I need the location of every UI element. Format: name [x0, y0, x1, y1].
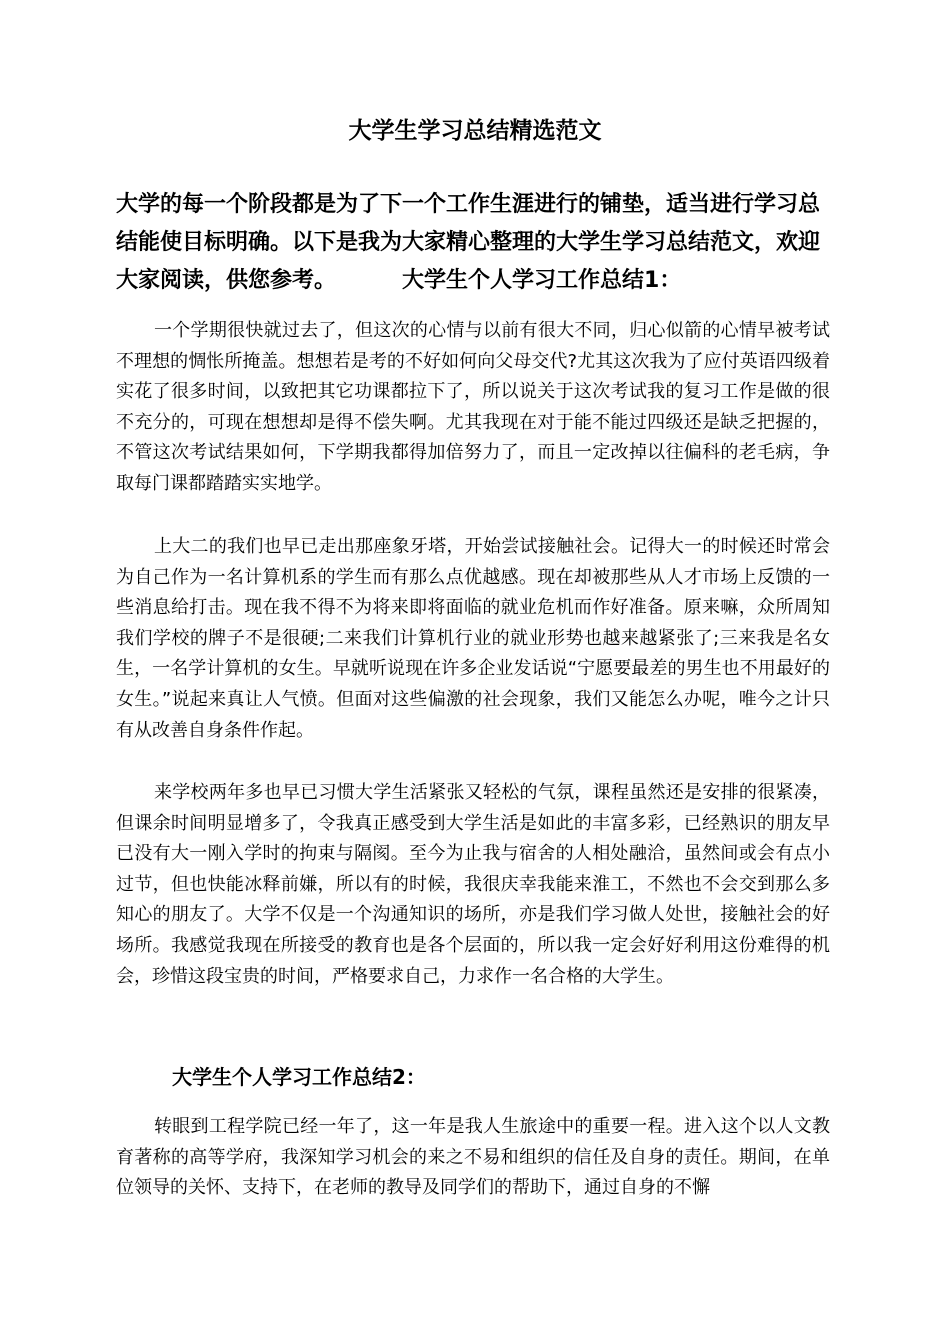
- intro-paragraph: [116, 186, 838, 300]
- intro-text: 大学的每一个阶段都是为了下一个工作生涯进行的铺垫，适当进行学习总结能使目标明确。以下是我为大家精心整理的大学生学习总结范文，欢迎大家阅读，供您参考。: [116, 192, 821, 293]
- body-paragraph-2: 上大二的我们也早已走出那座象牙塔，开始尝试接触社会。记得大一的时候还时常会为自己作为一名计算机系的学生而有那么点优越感。现在却被那些从人才市场上反馈的一些消息给打击。现在我不得不为将来即将面临的就业危机而作好准备。原来嘛，众所周知我们学校的牌子不是很硬;二来我们计算机行业的就业形势也越来越紧张了;三来我是名女生，一名学计算机的女生。早就听说现在许多企业发话说“宁愿要最差的男生也不用最好的女生。”说起来真让人气愤。但面对这些偏激的社会现象，我们又能怎么办呢，唯今之计只有从改善自身条件作起。: [116, 536, 830, 741]
- document-title: 大学生学习总结精选范文: [348, 118, 602, 144]
- section1-heading: 大学生个人学习工作总结1：: [402, 268, 682, 293]
- section2-heading: 大学生个人学习工作总结2：: [172, 1065, 426, 1089]
- body-paragraph-3: 来学校两年多也早已习惯大学生活紧张又轻松的气氛，课程虽然还是安排的很紧凑，但课余时间明显增多了，令我真正感受到大学生活是如此的丰富多彩，已经熟识的朋友早已没有大一刚入学时的拘束与隔阂。至今为止我与宿舍的人相处融洽，虽然间或会有点小过节，但也快能冰释前嫌，所以有的时候，我很庆幸我能来淮工，不然也不会交到那么多知心的朋友了。大学不仅是一个沟通知识的场所，亦是我们学习做人处世，接触社会的好场所。我感觉我现在所接受的教育也是各个层面的，所以我一定会好好利用这份难得的机会，珍惜这段宝贵的时间，严格要求自己，力求作一名合格的大学生。: [116, 782, 830, 987]
- section2-paragraph: 转眼到工程学院已经一年了，这一年是我人生旅途中的重要一程。进入这个以人文教育著称的高等学府，我深知学习机会的来之不易和组织的信任及自身的责任。期间，在单位领导的关怀、支持下，在老师的教导及同学们的帮助下，通过自身的不懈: [116, 1116, 830, 1199]
- body-paragraph-1: 一个学期很快就过去了，但这次的心情与以前有很大不同，归心似箭的心情早被考试不理想的惆怅所掩盖。想想若是考的不好如何向父母交代?尤其这次我为了应付英语四级着实花了很多时间，以致把其它功课都拉下了，所以说关于这次考试我的复习工作是做的很不充分的，可现在想想却是得不偿失啊。尤其我现在对于能不能过四级还是缺乏把握的，不管这次考试结果如何，下学期我都得加倍努力了，而且一定改掉以往偏科的老毛病，争取每门课都踏踏实实地学。: [116, 320, 830, 494]
